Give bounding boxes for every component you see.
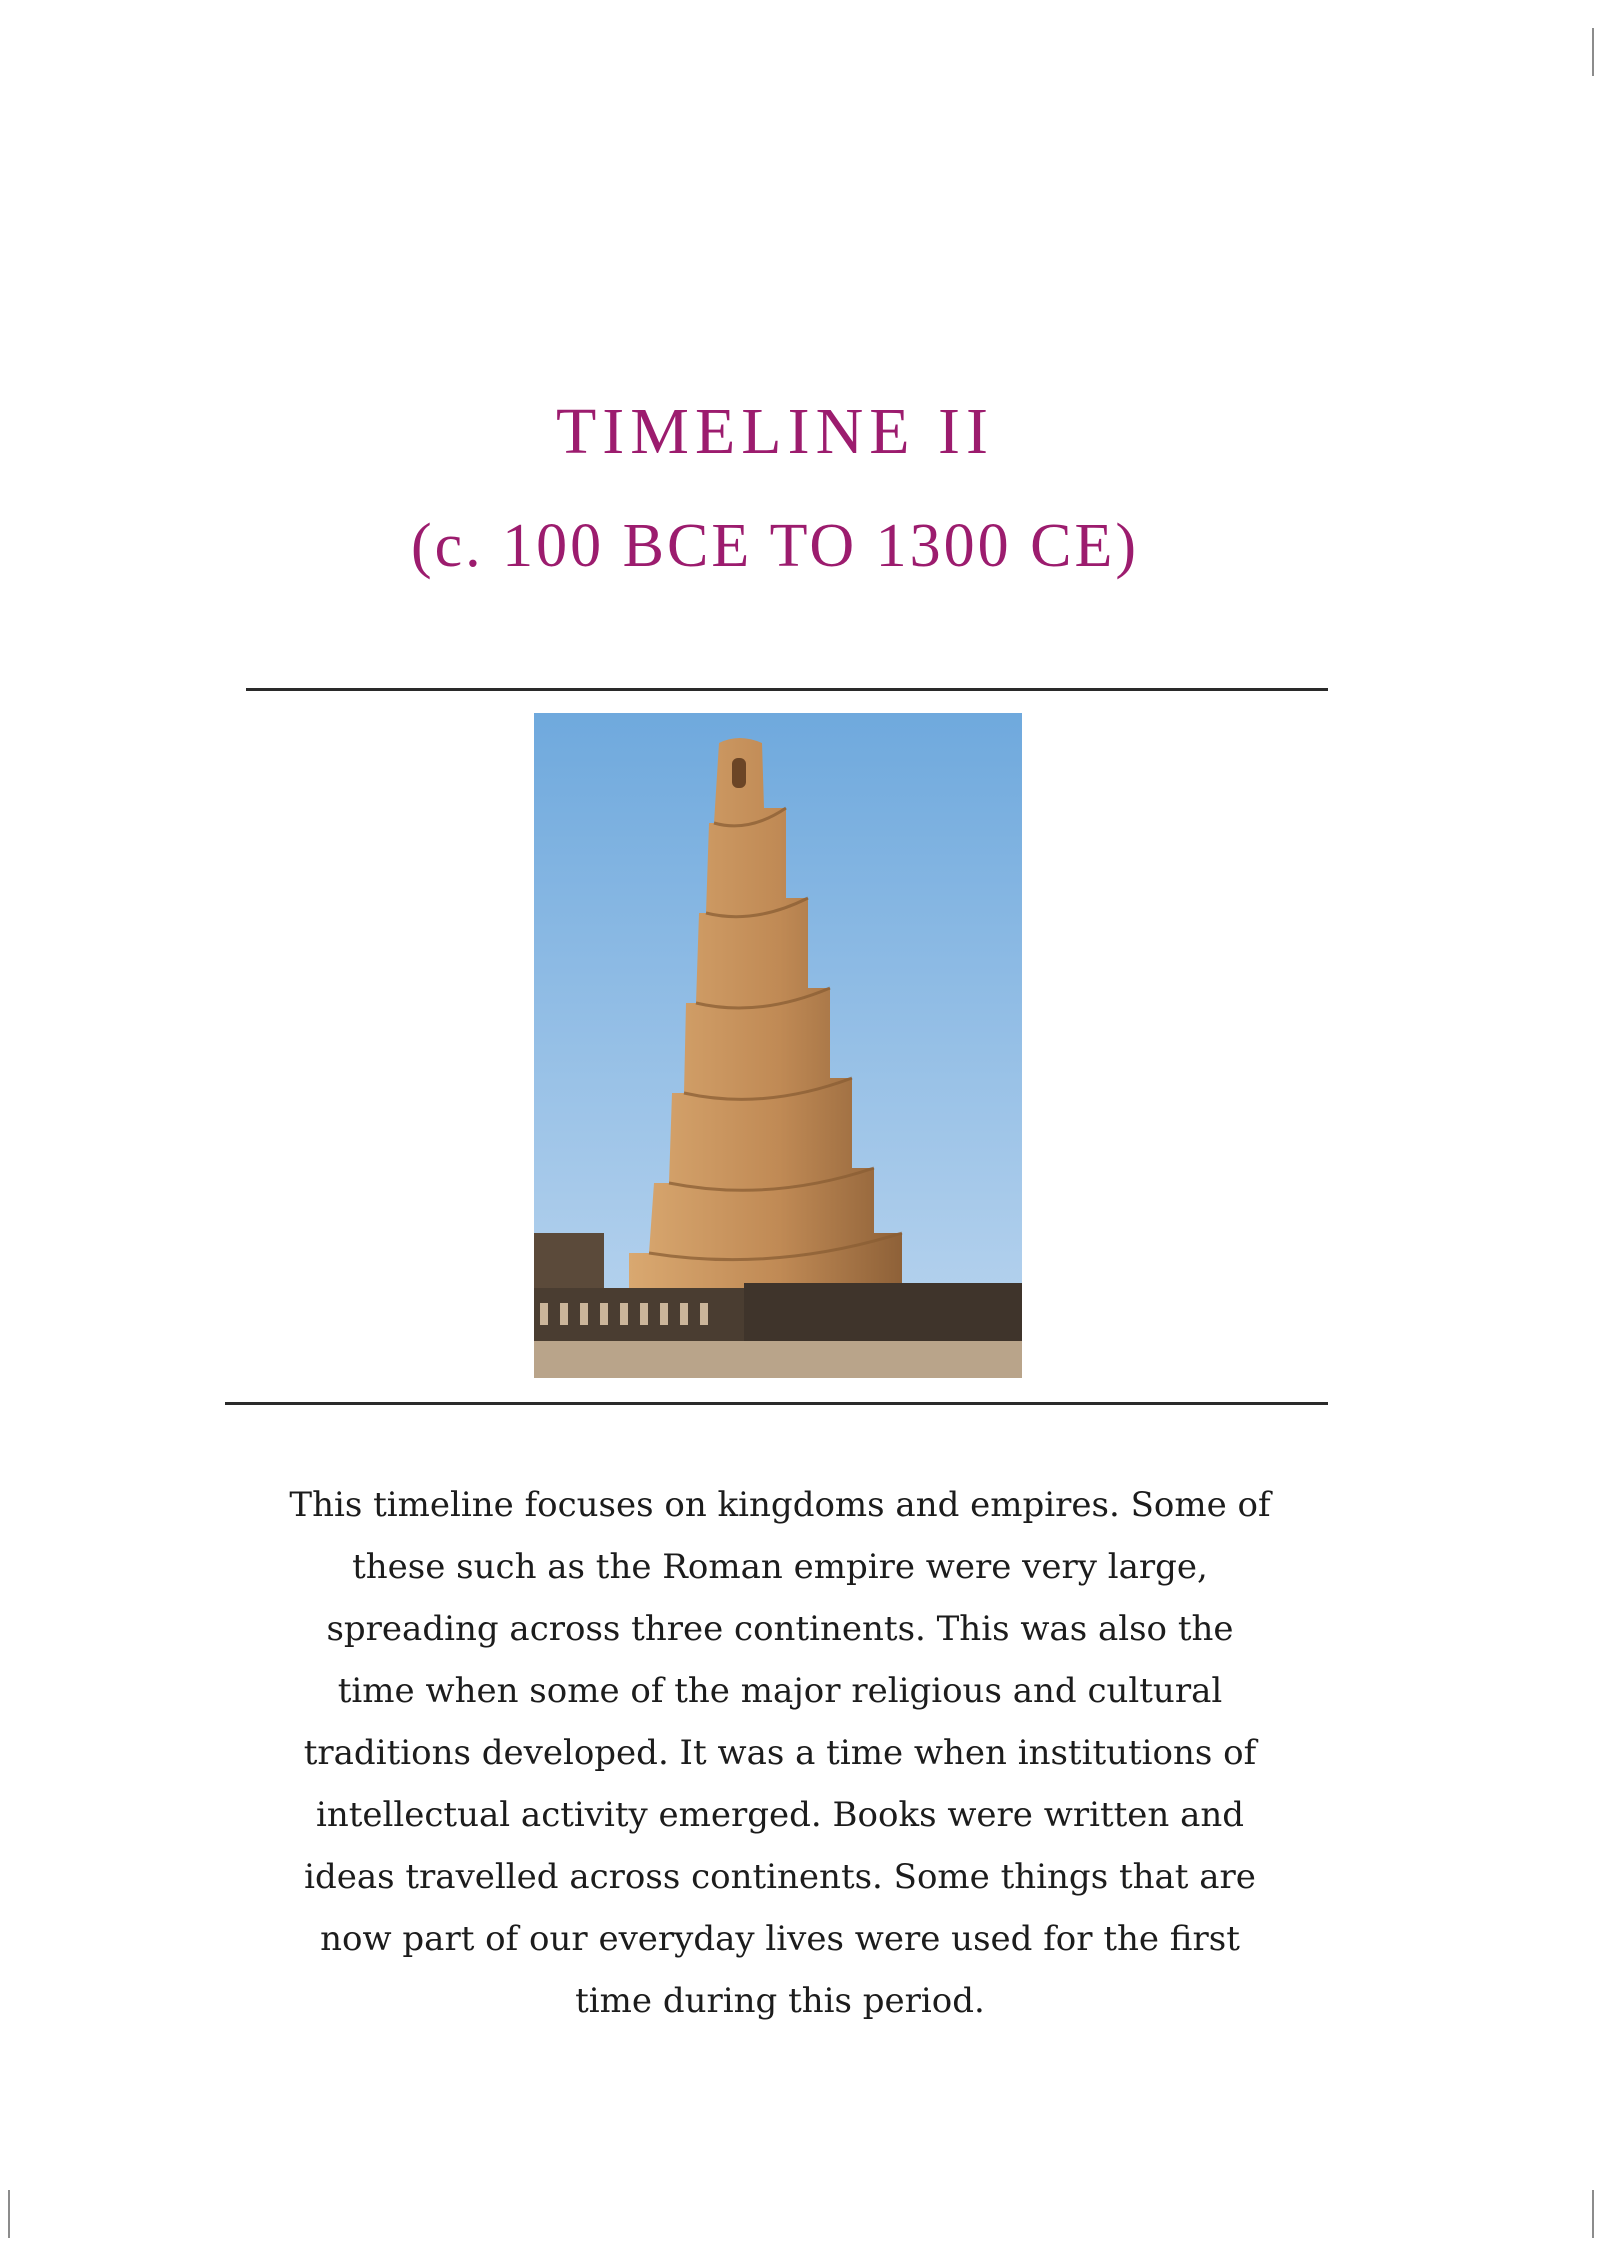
intro-line-8: now part of our everyday lives were used for the first — [320, 1919, 1240, 1959]
crop-mark-top-right — [1592, 28, 1594, 76]
crop-mark-bottom-right — [1592, 2190, 1594, 2238]
intro-line-5: traditions developed. It was a time when institutions of — [303, 1733, 1257, 1773]
intro-line-3: spreading across three continents. This was also the — [326, 1609, 1234, 1649]
crop-mark-bottom-left — [8, 2190, 10, 2238]
intro-line-1: This timeline focuses on kingdoms and empires. Some of — [289, 1485, 1271, 1525]
intro-line-2: these such as the Roman empire were very large, — [352, 1547, 1208, 1587]
page-title: TIMELINE II — [555, 395, 995, 468]
intro-line-6: intellectual activity emerged. Books were written and — [315, 1795, 1245, 1835]
bottom-divider — [225, 1402, 1328, 1405]
intro-line-7: ideas travelled across continents. Some things that are — [304, 1857, 1256, 1897]
spiral-minaret-photo — [534, 713, 1022, 1378]
intro-paragraph — [250, 1474, 1310, 2032]
top-divider — [246, 688, 1328, 691]
intro-line-4: time when some of the major religious and cultural — [337, 1671, 1223, 1711]
intro-line-9: time during this period. — [575, 1981, 985, 2021]
page-subtitle: (c. 100 BCE TO 1300 CE) — [410, 512, 1140, 580]
